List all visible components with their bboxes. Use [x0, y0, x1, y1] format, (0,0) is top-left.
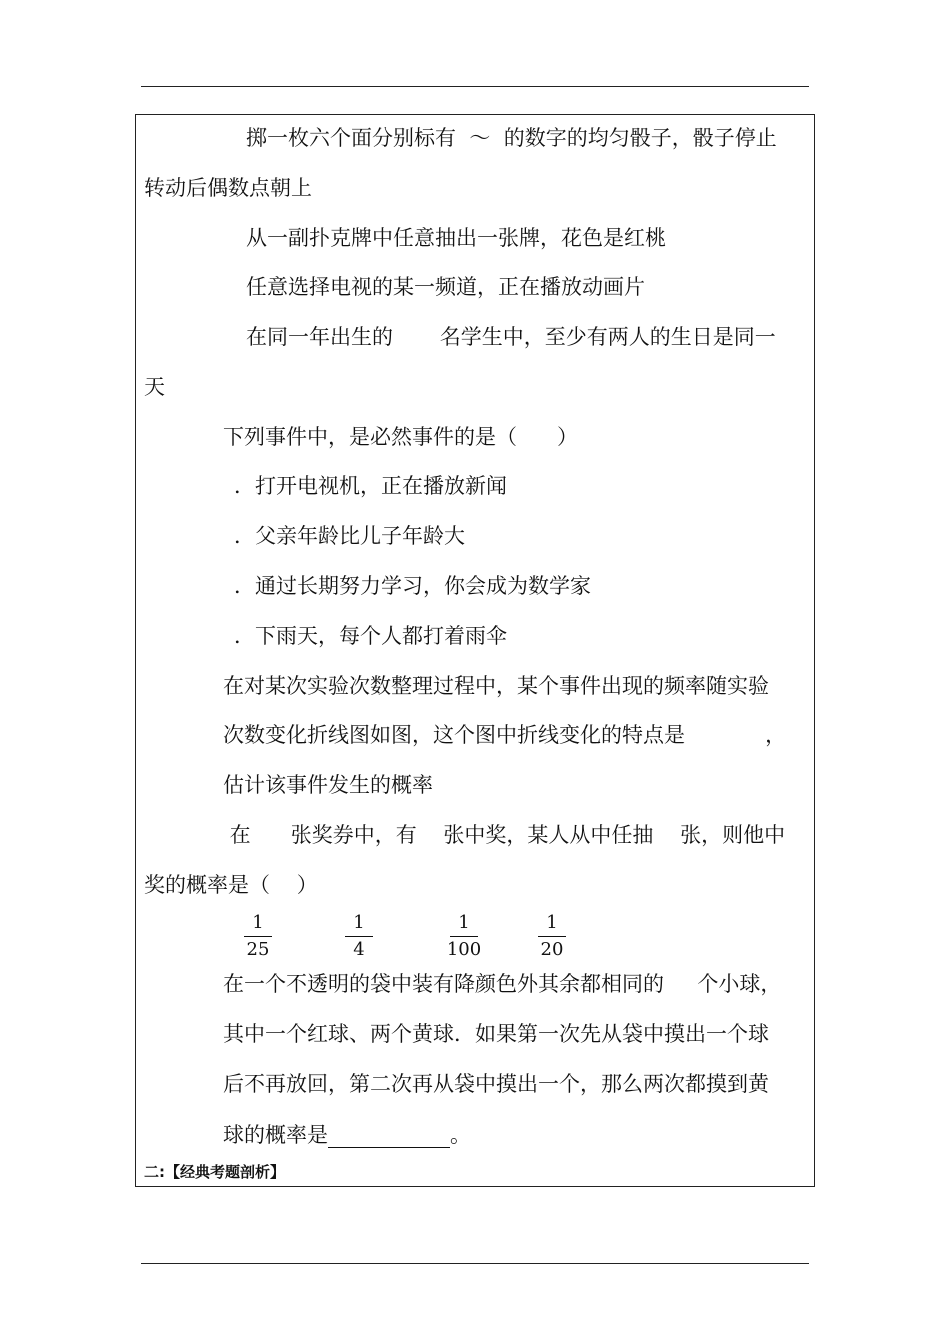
option-b: ．父亲年龄比儿子年龄大 [234, 524, 465, 548]
text-line: 在一个不透明的袋中装有降颜色外其余都相同的 个小球， [223, 972, 782, 996]
text-line: 在同一年出生的 名学生中，至少有两人的生日是同一 [246, 325, 776, 349]
fraction-option-b: 1 4 [339, 913, 379, 960]
header-rule [141, 86, 809, 87]
fraction-option-d: 1 20 [532, 913, 572, 960]
text-line: 奖的概率是（ ） [144, 873, 318, 897]
text-line: 转动后偶数点朝上 [144, 176, 312, 200]
text-line: 估计该事件发生的概率 [223, 773, 433, 797]
footer-rule [141, 1263, 809, 1264]
question-stem: 下列事件中，是必然事件的是（ ） [223, 425, 579, 449]
answer-blank[interactable] [328, 1127, 450, 1148]
text-line: 其中一个红球、两个黄球．如果第一次先从袋中摸出一个球 [223, 1022, 769, 1046]
section-title: 二:【经典考题剖析】 [144, 1163, 285, 1181]
option-c: ．通过长期努力学习，你会成为数学家 [234, 574, 591, 598]
text-line: 在对某次实验次数整理过程中，某个事件出现的频率随实验 [223, 674, 769, 698]
text-line: 掷一枚六个面分别标有 ～ 的数字的均匀骰子，骰子停止 [246, 126, 777, 150]
text-line: 后不再放回，第二次再从袋中摸出一个，那么两次都摸到黄 [223, 1072, 769, 1096]
text-line: 从一副扑克牌中任意抽出一张牌，花色是红桃 [246, 226, 666, 250]
text-line: 任意选择电视的某一频道，正在播放动画片 [246, 275, 645, 299]
fraction-option-a: 1 25 [238, 913, 278, 960]
text-line: 天 [144, 375, 165, 399]
fraction-option-c: 1 100 [446, 912, 482, 960]
option-a: ．打开电视机，正在播放新闻 [234, 474, 507, 498]
option-d: ．下雨天，每个人都打着雨伞 [234, 624, 507, 648]
text-line: 次数变化折线图如图，这个图中折线变化的特点是 ， [223, 723, 787, 747]
answer-line: 球的概率是 。 [223, 1123, 471, 1147]
text-line: 在 张奖券中，有 张中奖，某人从中任抽 张，则他中 [223, 823, 786, 847]
